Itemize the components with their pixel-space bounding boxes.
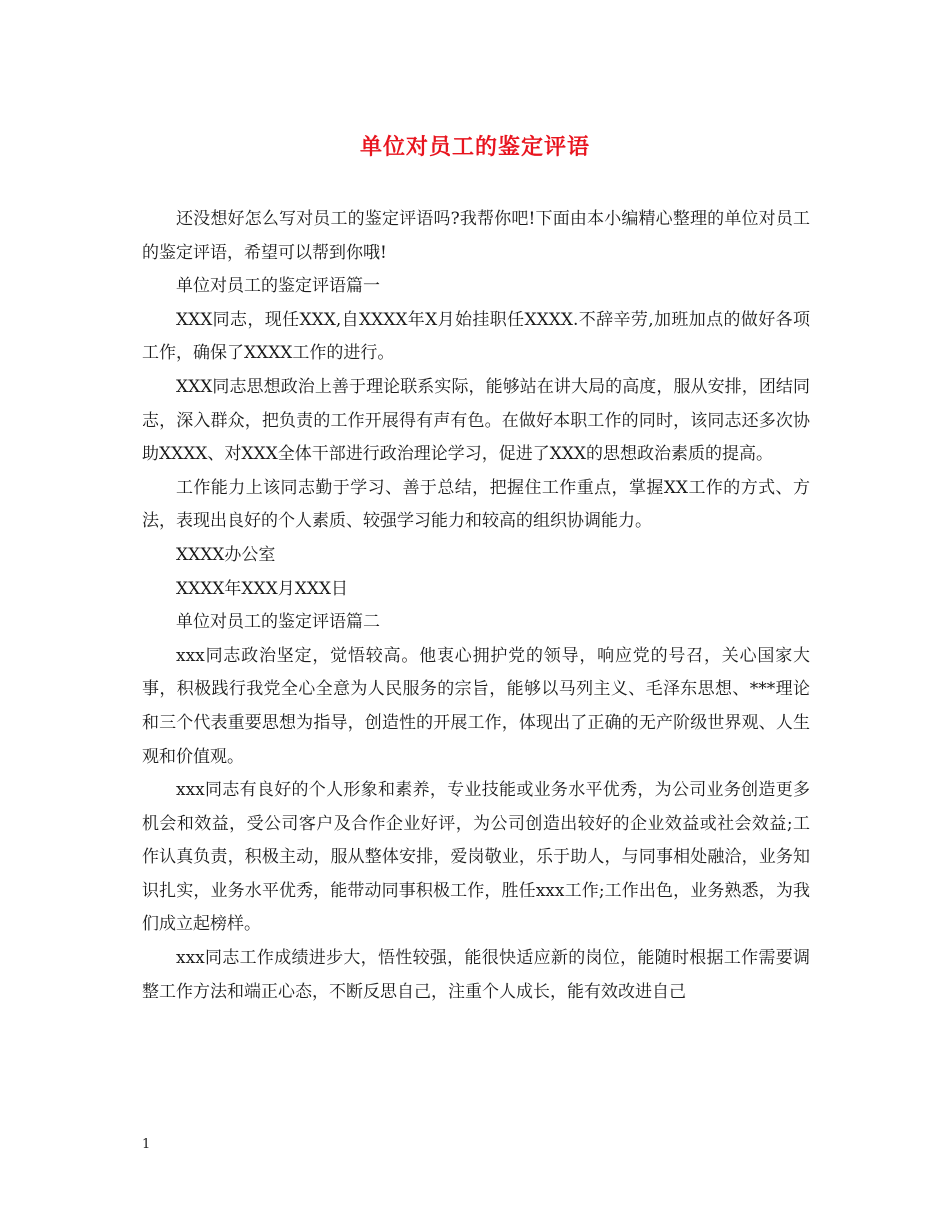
paragraph-intro: 还没想好怎么写对员工的鉴定评语吗?我帮你吧!下面由本小编精心整理的单位对员工的鉴定评语，希望可以帮到你哦!: [142, 209, 810, 263]
paragraph: 工作能力上该同志勤于学习、善于总结，把握住工作重点，掌握XX工作的方式、方法，表现出良好的个人素质、较强学习能力和较高的组织协调能力。: [142, 477, 810, 532]
signature-office: XXXX办公室: [176, 544, 276, 565]
document-title: 单位对员工的鉴定评语: [359, 134, 590, 160]
paragraph: xxx同志有良好的个人形象和素养，专业技能或业务水平优秀，为公司业务创造更多机会和效益，受公司客户及合作企业好评，为公司创造出较好的企业效益或社会效益;工作认真负责，积极主动，服从整体安排，爱岗敬业，乐于助人，与同事相处融洽，业务知识扎实，业务水平优秀，能带动同事积极工作，胜任xxx工作;工作出色，业务熟悉，为我们成立起榜样。: [142, 780, 810, 935]
page-number: 1: [142, 1137, 151, 1152]
paragraph: xxx同志工作成绩进步大，悟性较强，能很快适应新的岗位，能随时根据工作需要调整工作方法和端正心态，不断反思自己，注重个人成长，能有效改进自己: [142, 948, 810, 1002]
paragraph: XXX同志思想政治上善于理论联系实际，能够站在讲大局的高度，服从安排，团结同志，深入群众，把负责的工作开展得有声有色。在做好本职工作的同时，该同志还多次协助XXXX、对XXX全体干部进行政治理论学习，促进了XXX的思想政治素质的提高。: [142, 376, 810, 465]
document-body: [142, 203, 810, 1009]
section-heading-1: 单位对员工的鉴定评语篇一: [176, 276, 380, 297]
paragraph: XXX同志，现任XXX,自XXXX年X月始挂职任XXXX.不辞辛劳,加班加点的做好各项工作，确保了XXXX工作的进行。: [142, 309, 810, 364]
section-heading-2: 单位对员工的鉴定评语篇二: [176, 612, 380, 633]
paragraph: xxx同志政治坚定，觉悟较高。他衷心拥护党的领导，响应党的号召，关心国家大事，积极践行我党全心全意为人民服务的宗旨，能够以马列主义、毛泽东思想、***理论和三个代表重要思想为指导，创造性的开展工作，体现出了正确的无产阶级世界观、人生观和价值观。: [142, 645, 810, 767]
signature-date: XXXX年XXX月XXX日: [176, 578, 349, 599]
